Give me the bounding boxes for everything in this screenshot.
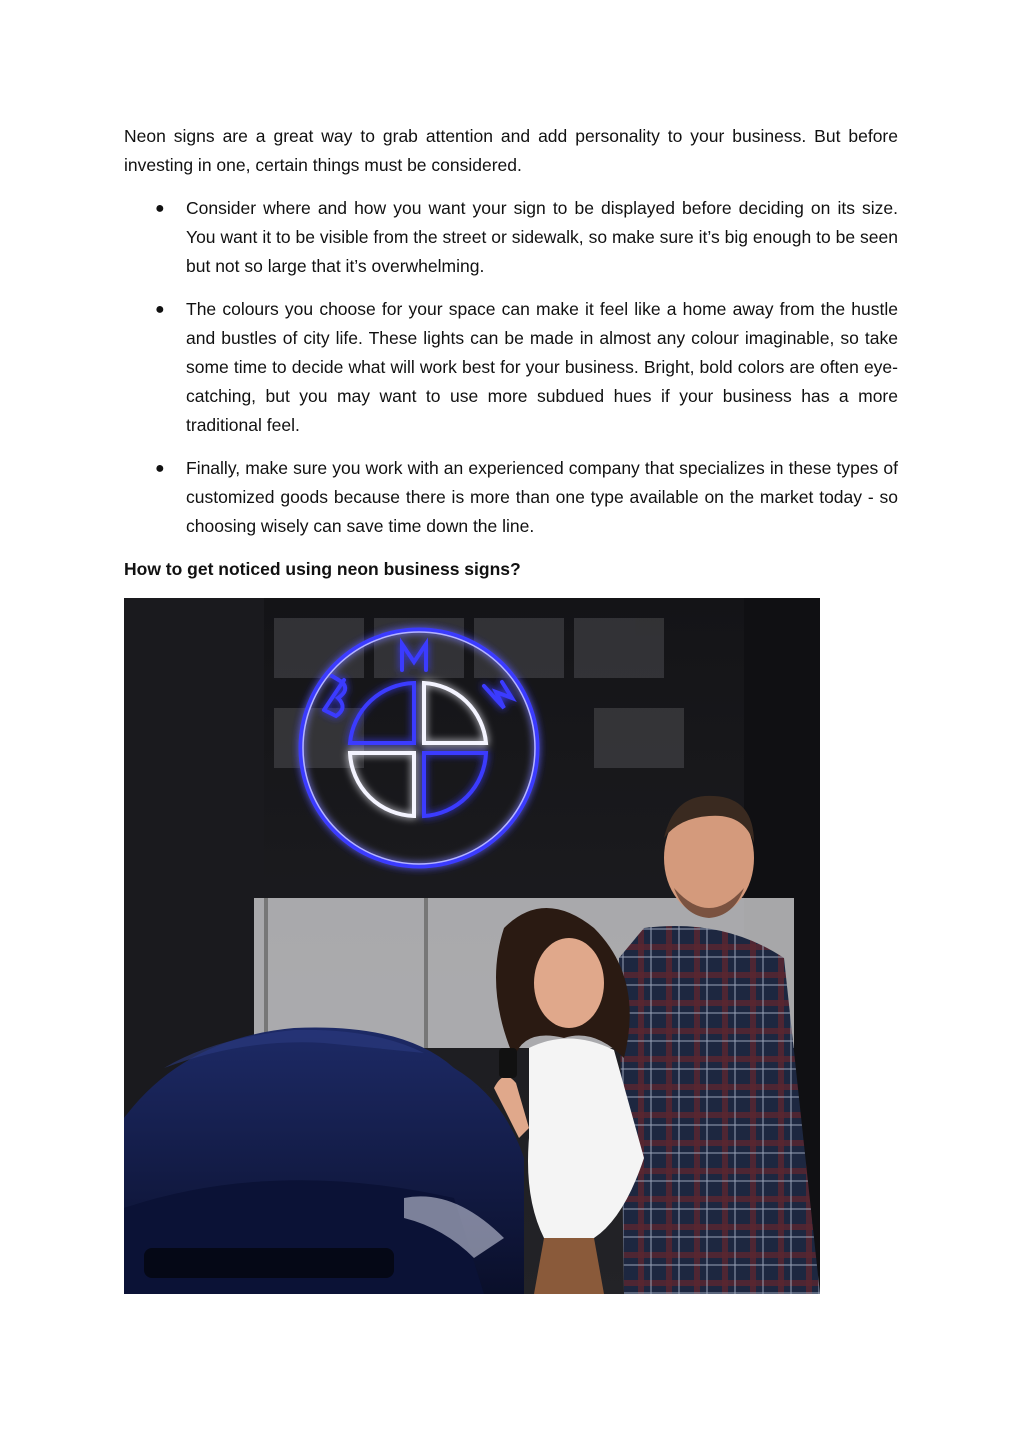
list-item [124, 194, 898, 281]
list-item-text: The colours you choose for your space can make it feel like a home away from the hustle and bustles of city life. These lights can be made in almost any colour imaginable, so take some time to decide what will work best for your business. Bright, bold colors are often eye-catching, but you may want to use more subdued hues if your business has a more traditional feel. [186, 299, 898, 435]
section-heading: How to get noticed using neon business signs? [124, 559, 521, 579]
document-body [124, 122, 898, 584]
bullet-list [124, 194, 898, 541]
list-item-text: Finally, make sure you work with an experienced company that specializes in these types of customized goods because there is more than one type available on the market today - so choosing wisely can save time down the line. [186, 458, 898, 536]
intro-paragraph: Neon signs are a great way to grab attention and add personality to your business. But before investing in one, certain things must be considered. [124, 126, 898, 175]
bullet-icon: ● [155, 200, 165, 217]
list-item-text: Consider where and how you want your sign to be displayed before deciding on its size. You want it to be visible from the street or sidewalk, so make sure it’s big enough to be seen but not so large that it’s overwhelming. [186, 198, 898, 276]
list-item [124, 295, 898, 440]
list-item [124, 454, 898, 541]
bullet-icon: ● [155, 301, 165, 318]
showroom-photo [124, 598, 820, 1294]
bullet-icon: ● [155, 460, 165, 477]
